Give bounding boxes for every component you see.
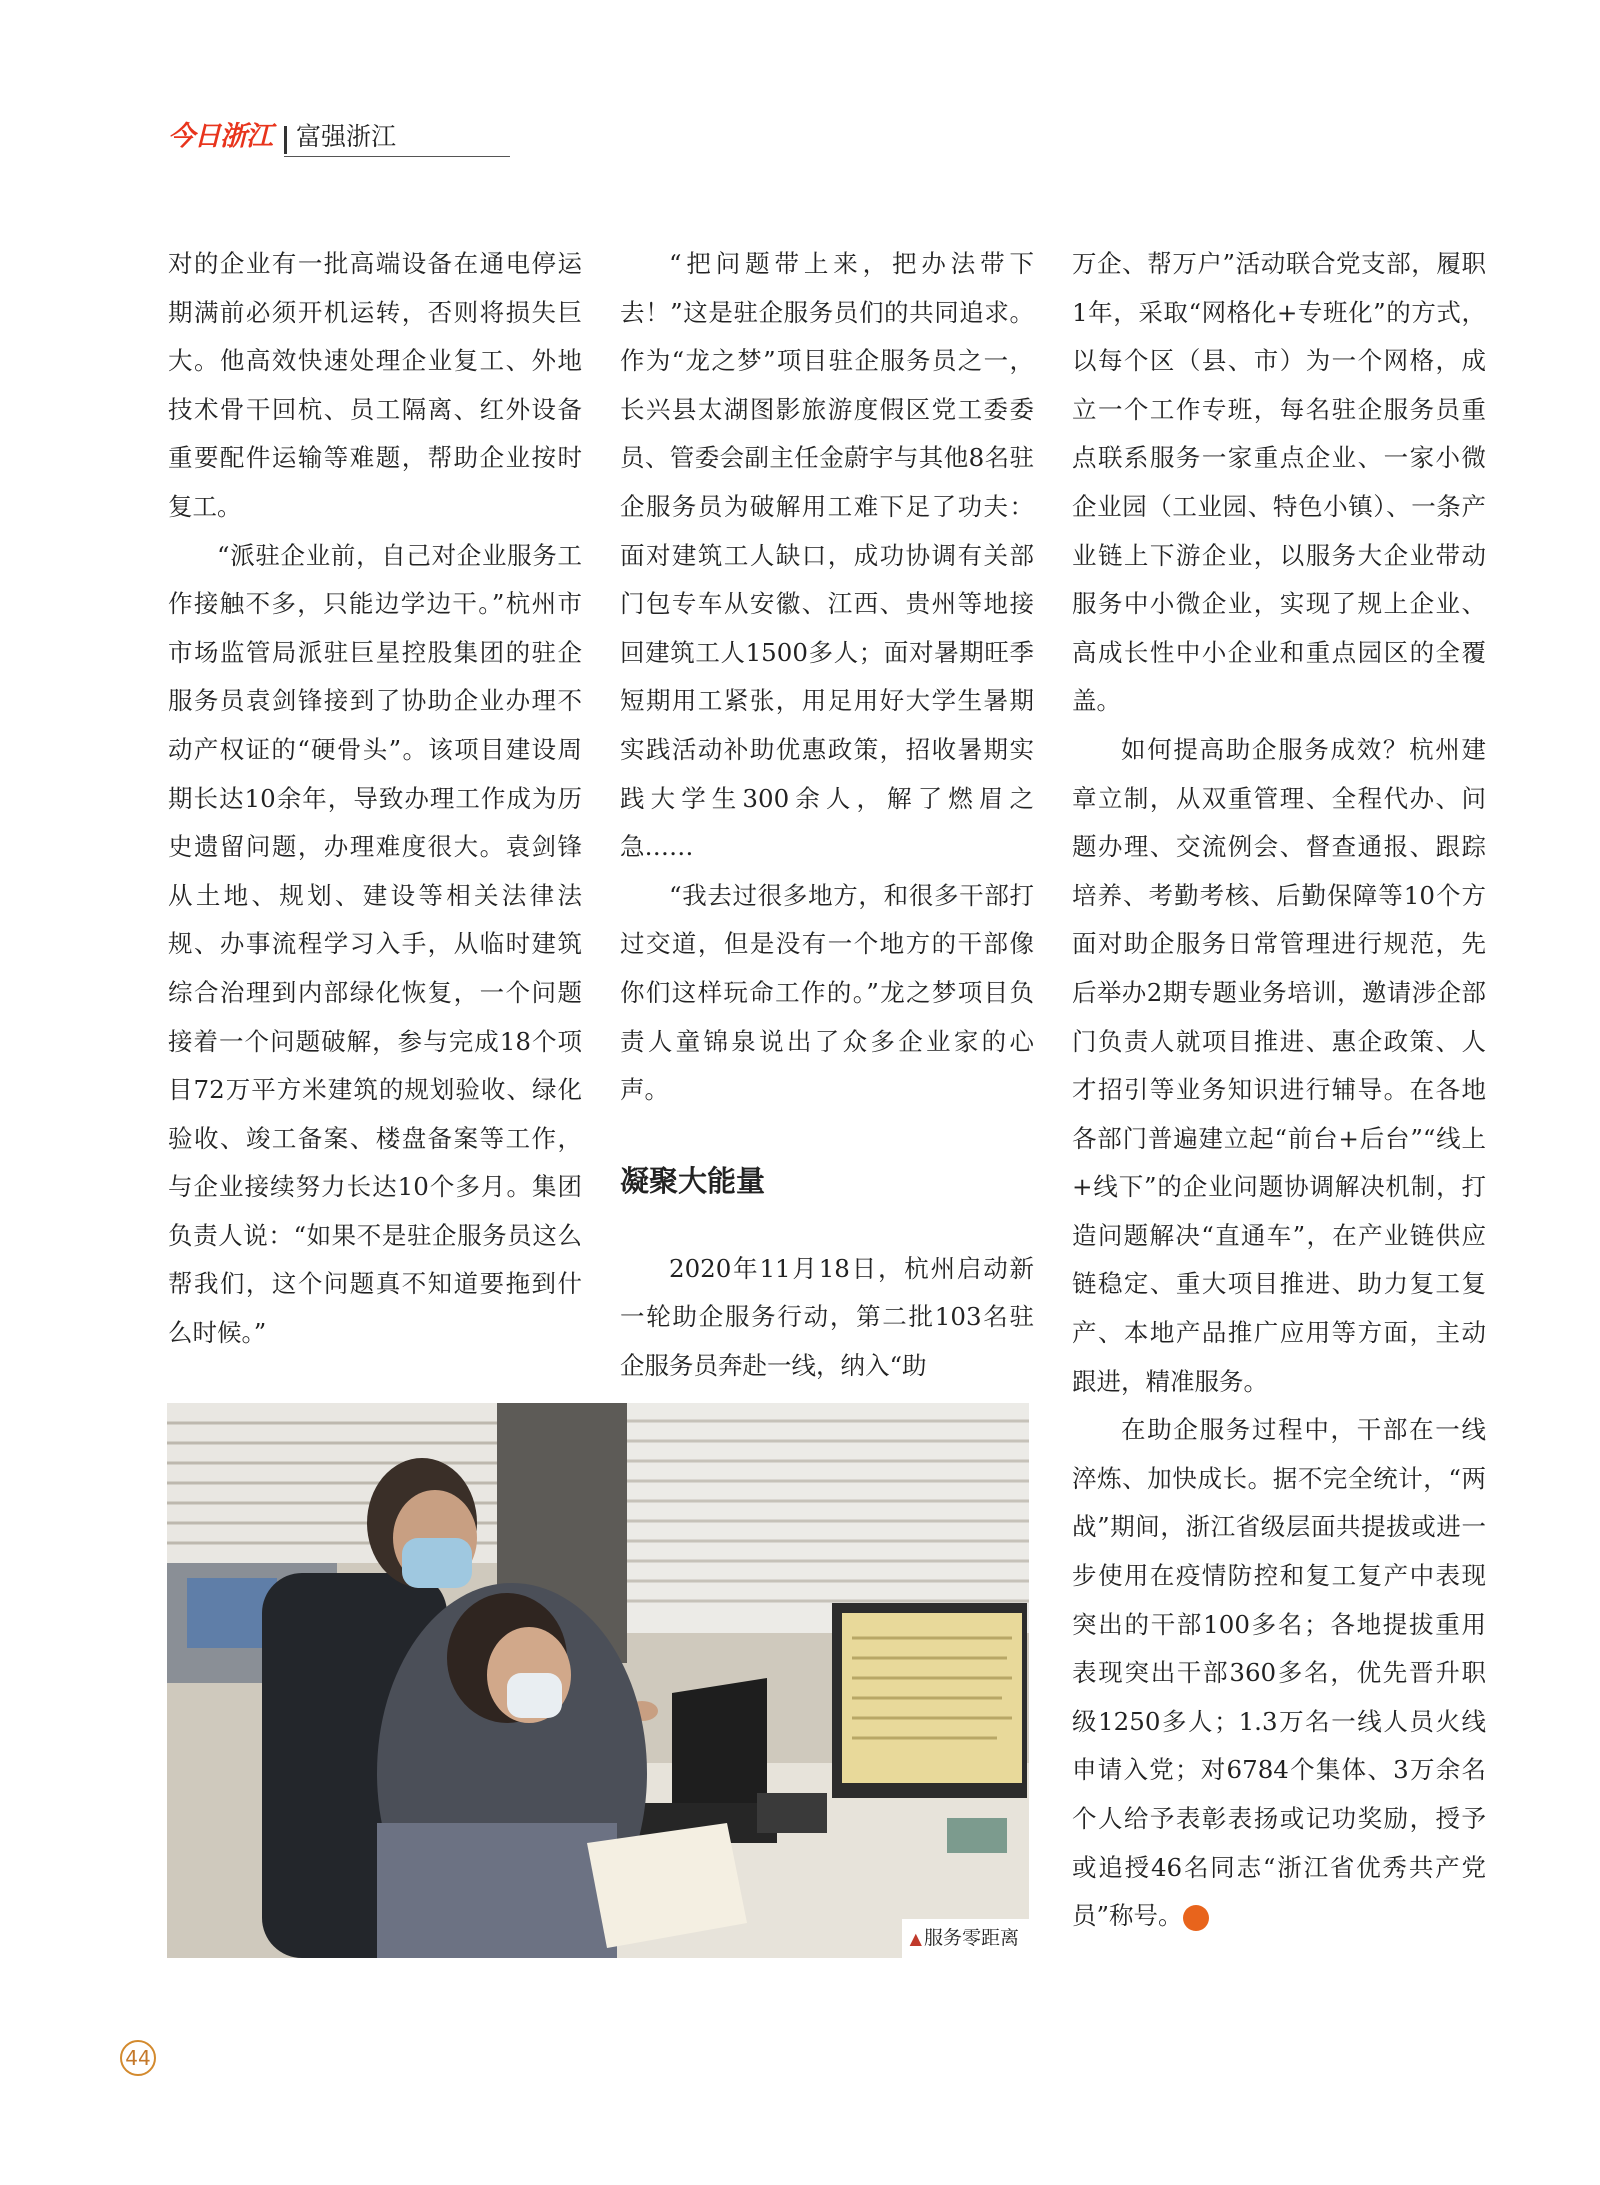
column-middle — [620, 240, 1034, 1390]
section-heading: 凝聚大能量 — [620, 1163, 766, 1198]
paragraph: 2020年11月18日，杭州启动新一轮助企服务行动，第二批103名驻企服务员奔赴一线，纳入“助 — [620, 1253, 1034, 1380]
page-number: 44 — [120, 2040, 156, 2076]
paragraph: 对的企业有一批高端设备在通电停运期满前必须开机运转，否则将损失巨大。他高效快速处理企业复工、外地技术骨干回杭、员工隔离、红外设备重要配件运输等难题，帮助企业按时复工。 — [168, 249, 582, 521]
photo-caption-text: 服务零距离 — [923, 1927, 1019, 1949]
column-left — [168, 240, 582, 1358]
paragraph: 如何提高助企服务成效？杭州建章立制，从双重管理、全程代办、问题办理、交流例会、督查通报、跟踪培养、考勤考核、后勤保障等10个方面对助企服务日常管理进行规范，先后举办2期专题业务培训，邀请涉企部门负责人就项目推进、惠企政策、人才招引等业务知识进行辅导。在各地各部门普遍建立起“前台+后台”“线上+线下”的企业问题协调解决机制，打造问题解决“直通车”，在产业链供应链稳定、重大项目推进、助力复工复产、本地产品推广应用等方面，主动跟进，精准服务。 — [1072, 734, 1486, 1396]
photo-caption — [902, 1919, 1029, 1958]
paragraph-last — [1072, 1406, 1486, 1941]
photo-office-scene — [167, 1403, 1029, 1958]
paragraph-text: 在助企服务过程中，干部在一线淬炼、加快成长。据不完全统计，“两战”期间，浙江省级层面共提拔或进一步使用在疫情防控和复工复产中表现突出的干部100多名；各地提拔重用表现突出干部360多名，优先晋升职级1250多人；1.3万名一线人员火线申请入党；对6784个集体、3万余名个人给予表彰表扬或记功奖励，授予或追授46名同志“浙江省优秀共产党员”称号。 — [1072, 1415, 1486, 1931]
page-header — [168, 120, 510, 160]
paragraph: “把问题带上来，把办法带下去！”这是驻企服务员们的共同追求。作为“龙之梦”项目驻企服务员之一，长兴县太湖图影旅游度假区党工委委员、管委会副主任金蔚宇与其他8名驻企服务员为破解用工难下足了功夫：面对建筑工人缺口，成功协调有关部门包专车从安徽、江西、贵州等地接回建筑工人1500多人；面对暑期旺季短期用工紧张，用足用好大学生暑期实践活动补助优惠政策，招收暑期实践大学生300余人，解了燃眉之急…… — [620, 249, 1034, 862]
paragraph: “我去过很多地方，和很多干部打过交道，但是没有一个地方的干部像你们这样玩命工作的。”龙之梦项目负责人童锦泉说出了众多企业家的心声。 — [620, 880, 1034, 1105]
section-title: 富强浙江 — [296, 122, 397, 151]
end-mark-icon: 今 — [1183, 1905, 1209, 1931]
article-photo — [167, 1403, 1029, 1958]
header-rule — [284, 156, 510, 157]
paragraph: 万企、帮万户”活动联合党支部，履职1年，采取“网格化+专班化”的方式，以每个区（县、市）为一个网格，成立一个工作专班，每名驻企服务员重点联系服务一家重点企业、一家小微企业园（工业园、特色小镇）、一条产业链上下游企业，以服务大企业带动服务中小微企业，实现了规上企业、高成长性中小企业和重点园区的全覆盖。 — [1072, 249, 1486, 716]
header-divider — [284, 126, 287, 154]
magazine-logo: 今日浙江 — [168, 121, 272, 152]
column-right — [1072, 240, 1486, 1941]
paragraph: “派驻企业前，自己对企业服务工作接触不多，只能边学边干。”杭州市市场监管局派驻巨星控股集团的驻企服务员袁剑锋接到了协助企业办理不动产权证的“硬骨头”。该项目建设周期长达10余年，导致办理工作成为历史遗留问题，办理难度很大。袁剑锋从土地、规划、建设等相关法律法规、办事流程学习入手，从临时建筑综合治理到内部绿化恢复，一个问题接着一个问题破解，参与完成18个项目72万平方米建筑的规划验收、绿化验收、竣工备案、楼盘备案等工作，与企业接续努力长达10个多月。集团负责人说：“如果不是驻企服务员这么帮我们，这个问题真不知道要拖到什么时候。” — [168, 540, 582, 1348]
triangle-icon: ▲ — [909, 1929, 922, 1948]
